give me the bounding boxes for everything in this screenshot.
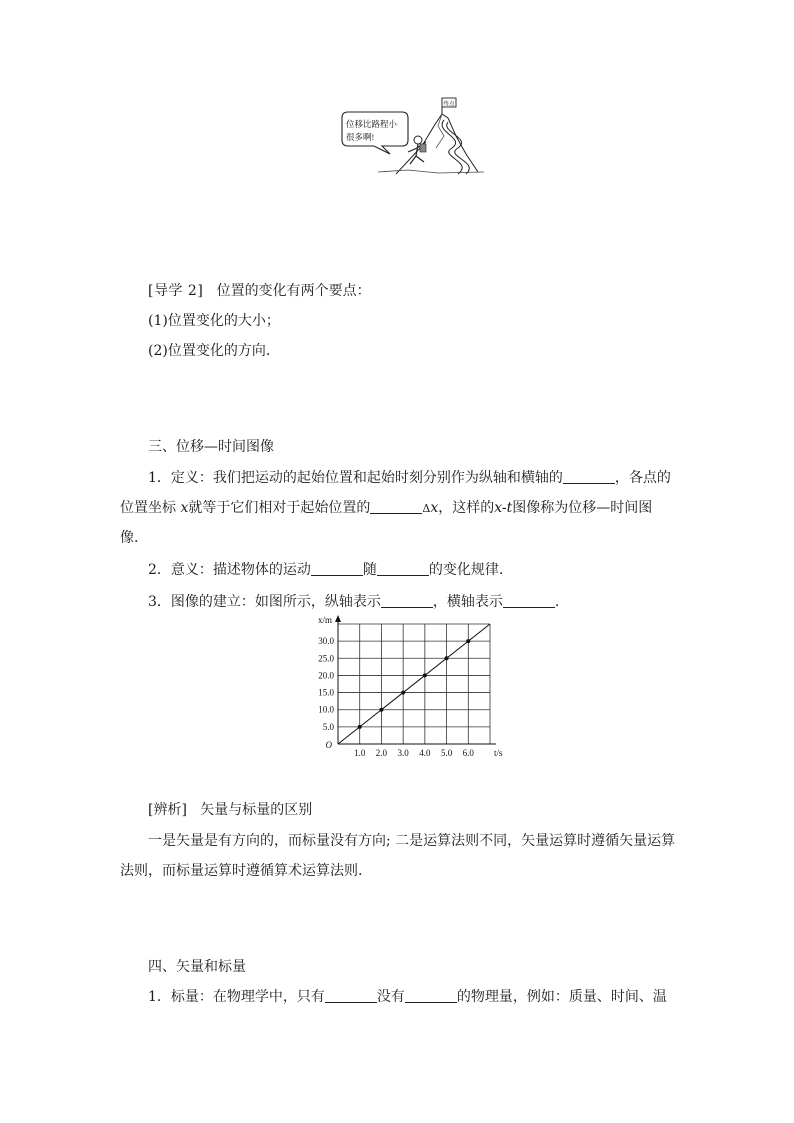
data-point <box>358 725 362 729</box>
scalar-line <box>148 987 667 1007</box>
meaning-text-c: 的变化规律. <box>428 562 504 578</box>
section4-heading: 四、矢量和标量 <box>148 959 246 975</box>
guide2-heading <box>148 281 371 301</box>
analysis-label: [辨析] <box>148 802 187 818</box>
x-tick-label: 2.0 <box>375 748 388 758</box>
position-time-chart <box>300 614 520 760</box>
scalar-text-b: 没有 <box>376 989 405 1005</box>
definition-line-1 <box>148 468 671 488</box>
meaning-blank-2[interactable] <box>377 561 429 576</box>
definition-var-x: x <box>180 500 189 516</box>
flag-text: 终点 <box>443 101 455 108</box>
definition-text-b: ，各点的 <box>614 470 671 486</box>
y-tick-label: 20.0 <box>318 670 334 681</box>
data-point <box>466 639 470 643</box>
origin-label: O <box>325 740 332 750</box>
build-text-a: 3．图像的建立：如图所示，纵轴表示 <box>148 594 381 610</box>
x-tick-label: 6.0 <box>462 748 474 758</box>
x-tick-label: 5.0 <box>440 748 453 758</box>
meaning-text-b: 随 <box>362 562 377 578</box>
meaning-text-a: 2．意义：描述物体的运动 <box>148 562 311 578</box>
build-blank-1[interactable] <box>381 593 433 608</box>
analysis-line-1: 一是矢量是有方向的，而标量没有方向; 二是运算法则不同，矢量运算时遵循矢量运算 <box>148 833 676 849</box>
y-axis-arrow <box>335 615 341 622</box>
mountain-illustration <box>338 96 484 176</box>
speech-text-line1: 位移比路程小 <box>346 119 398 129</box>
guide2-point-1: (1)位置变化的大小； <box>148 313 280 329</box>
definition-var-xt: x-t <box>494 500 513 516</box>
x-tick-label: 3.0 <box>397 748 409 758</box>
build-blank-2[interactable] <box>503 593 555 608</box>
build-text-b: ，横轴表示 <box>432 594 503 610</box>
x-tick-label: 1.0 <box>354 748 366 758</box>
definition-delta: Δ <box>422 502 431 515</box>
x-tick-label: 4.0 <box>419 748 431 758</box>
speech-text-line2: 很多啊! <box>346 132 375 142</box>
definition-blank-2[interactable] <box>370 499 422 514</box>
section3-heading: 三、位移—时间图像 <box>148 439 274 455</box>
definition-line-3: 像. <box>120 530 139 546</box>
data-point <box>401 691 405 695</box>
scalar-blank-1[interactable] <box>325 988 377 1003</box>
meaning-line <box>148 560 503 580</box>
build-text-c: . <box>554 594 560 610</box>
definition-text-a: 1．定义：我们把运动的起始位置和起始时刻分别作为纵轴和横轴的 <box>148 470 563 486</box>
scalar-text-a: 1．标量：在物理学中，只有 <box>148 989 325 1005</box>
build-line <box>148 592 559 612</box>
y-tick-label: 15.0 <box>318 687 334 698</box>
definition-text-f: 图像称为位移—时间图 <box>512 500 653 516</box>
definition-blank-1[interactable] <box>563 469 615 484</box>
data-point <box>423 673 427 677</box>
definition-text-c: 位置坐标 <box>120 500 176 516</box>
data-point <box>379 708 383 712</box>
guide2-label: [导学 2] <box>148 283 204 299</box>
data-point <box>445 656 449 660</box>
guide2-point-2: (2)位置变化的方向. <box>148 343 271 359</box>
meaning-blank-1[interactable] <box>311 561 363 576</box>
x-axis-label: t/s <box>494 748 503 758</box>
scalar-blank-2[interactable] <box>405 988 457 1003</box>
y-axis-label: x/m <box>318 615 333 625</box>
definition-line-2 <box>120 498 652 519</box>
y-tick-label: 5.0 <box>322 721 334 732</box>
definition-text-d: 就等于它们相对于起始位置的 <box>188 500 371 516</box>
chart-svg <box>300 614 520 760</box>
scalar-text-c: 的物理量，例如：质量、时间、温 <box>456 989 667 1005</box>
y-tick-label: 10.0 <box>318 704 334 715</box>
analysis-line-2: 法则，而标量运算时遵循算术运算法则. <box>120 863 363 879</box>
guide2-text: 位置的变化有两个要点： <box>216 283 371 299</box>
analysis-heading <box>148 800 312 820</box>
analysis-title: 矢量与标量的区别 <box>200 802 313 818</box>
definition-var-x2: x <box>430 500 439 516</box>
y-tick-label: 30.0 <box>318 636 334 647</box>
y-tick-label: 25.0 <box>318 653 334 664</box>
definition-text-e: ，这样的 <box>438 500 495 516</box>
